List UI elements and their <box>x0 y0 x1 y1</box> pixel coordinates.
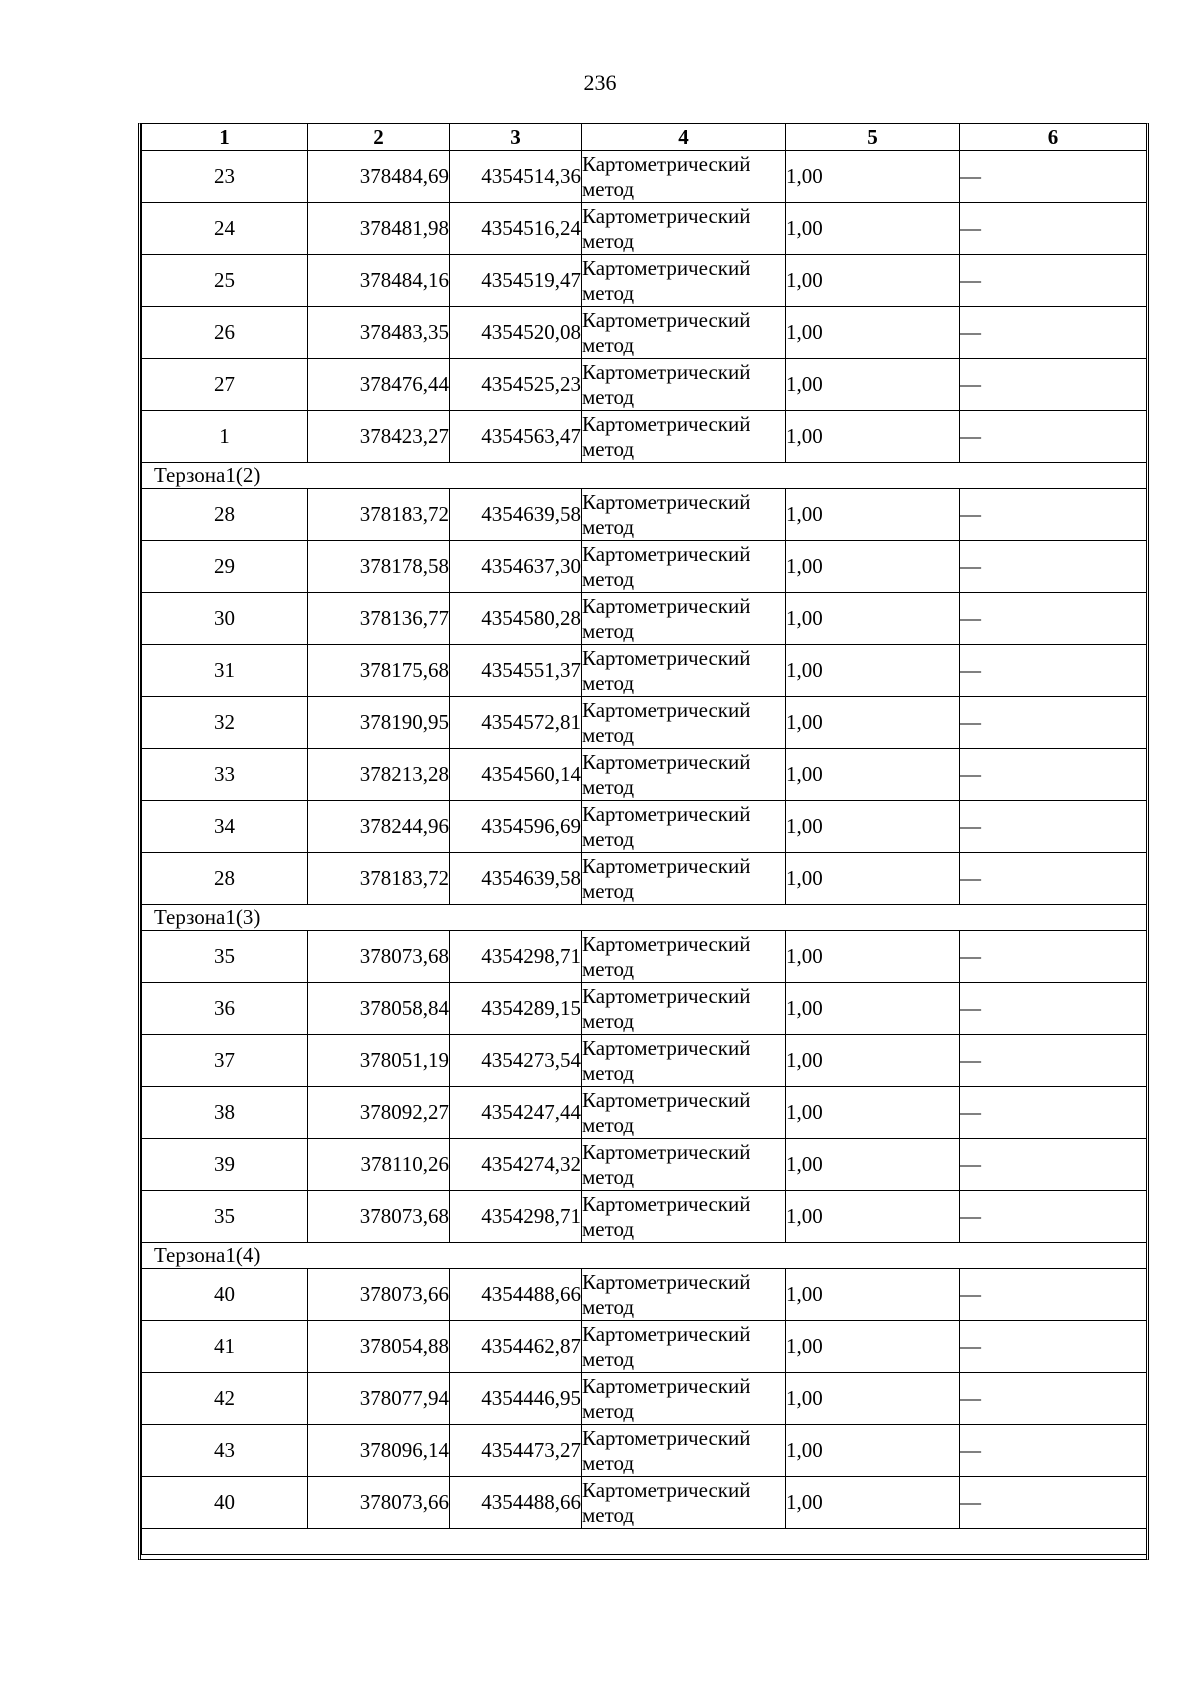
point-number-cell: 33 <box>142 749 308 801</box>
method-line-2: метод <box>582 1112 635 1137</box>
y-coordinate-cell: 4354563,47 <box>450 411 582 463</box>
x-coordinate-cell: 378190,95 <box>308 697 450 749</box>
table-row <box>142 1191 1147 1243</box>
accuracy-cell: 1,00 <box>786 255 960 307</box>
y-coordinate-cell: 4354580,28 <box>450 593 582 645</box>
zone-heading: Терзона1(2) <box>142 463 1147 489</box>
accuracy-cell: 1,00 <box>786 359 960 411</box>
method-line-2: метод <box>582 1398 635 1423</box>
x-coordinate-cell: 378484,69 <box>308 151 450 203</box>
column-header: 1 <box>142 124 308 151</box>
method-line-1: Картометрический <box>582 203 751 228</box>
y-coordinate-cell: 4354519,47 <box>450 255 582 307</box>
note-cell: — <box>960 1087 1147 1139</box>
y-coordinate-cell: 4354473,27 <box>450 1425 582 1477</box>
coordinates-table <box>141 123 1147 1555</box>
blank-cell <box>142 1529 1147 1555</box>
y-coordinate-cell: 4354446,95 <box>450 1373 582 1425</box>
method-line-1: Картометрический <box>582 489 751 514</box>
accuracy-cell: 1,00 <box>786 593 960 645</box>
method-cell <box>582 931 786 983</box>
y-coordinate-cell: 4354596,69 <box>450 801 582 853</box>
y-coordinate-cell: 4354462,87 <box>450 1321 582 1373</box>
method-line-2: метод <box>582 1294 635 1319</box>
y-coordinate-cell: 4354289,15 <box>450 983 582 1035</box>
method-line-2: метод <box>582 1164 635 1189</box>
method-cell <box>582 1373 786 1425</box>
point-number-cell: 35 <box>142 1191 308 1243</box>
method-cell <box>582 411 786 463</box>
blank-row <box>142 1529 1147 1555</box>
method-line-2: метод <box>582 332 635 357</box>
column-header: 5 <box>786 124 960 151</box>
method-cell <box>582 749 786 801</box>
table-row <box>142 697 1147 749</box>
x-coordinate-cell: 378073,66 <box>308 1477 450 1529</box>
method-cell <box>582 593 786 645</box>
accuracy-cell: 1,00 <box>786 489 960 541</box>
method-line-1: Картометрический <box>582 1373 751 1398</box>
method-cell <box>582 983 786 1035</box>
table-row <box>142 983 1147 1035</box>
column-header: 4 <box>582 124 786 151</box>
x-coordinate-cell: 378110,26 <box>308 1139 450 1191</box>
method-line-2: метод <box>582 280 635 305</box>
method-line-2: метод <box>582 618 635 643</box>
y-coordinate-cell: 4354298,71 <box>450 931 582 983</box>
note-cell: — <box>960 1477 1147 1529</box>
point-number-cell: 41 <box>142 1321 308 1373</box>
note-cell: — <box>960 203 1147 255</box>
accuracy-cell: 1,00 <box>786 1269 960 1321</box>
note-cell: — <box>960 489 1147 541</box>
zone-heading-row <box>142 1243 1147 1269</box>
x-coordinate-cell: 378051,19 <box>308 1035 450 1087</box>
y-coordinate-cell: 4354274,32 <box>450 1139 582 1191</box>
column-header: 2 <box>308 124 450 151</box>
method-cell <box>582 1321 786 1373</box>
method-cell <box>582 359 786 411</box>
accuracy-cell: 1,00 <box>786 1321 960 1373</box>
point-number-cell: 29 <box>142 541 308 593</box>
method-line-1: Картометрический <box>582 645 751 670</box>
method-cell <box>582 1191 786 1243</box>
point-number-cell: 25 <box>142 255 308 307</box>
method-line-1: Картометрический <box>582 697 751 722</box>
table-body <box>142 151 1147 1555</box>
y-coordinate-cell: 4354516,24 <box>450 203 582 255</box>
zone-heading: Терзона1(4) <box>142 1243 1147 1269</box>
x-coordinate-cell: 378244,96 <box>308 801 450 853</box>
point-number-cell: 37 <box>142 1035 308 1087</box>
table-row <box>142 1321 1147 1373</box>
point-number-cell: 27 <box>142 359 308 411</box>
method-line-2: метод <box>582 176 635 201</box>
accuracy-cell: 1,00 <box>786 1477 960 1529</box>
accuracy-cell: 1,00 <box>786 645 960 697</box>
y-coordinate-cell: 4354247,44 <box>450 1087 582 1139</box>
table-row <box>142 853 1147 905</box>
accuracy-cell: 1,00 <box>786 1139 960 1191</box>
note-cell: — <box>960 801 1147 853</box>
method-cell <box>582 255 786 307</box>
x-coordinate-cell: 378484,16 <box>308 255 450 307</box>
table-row <box>142 541 1147 593</box>
note-cell: — <box>960 931 1147 983</box>
point-number-cell: 42 <box>142 1373 308 1425</box>
method-line-1: Картометрический <box>582 593 751 618</box>
method-cell <box>582 1035 786 1087</box>
y-coordinate-cell: 4354639,58 <box>450 853 582 905</box>
method-line-1: Картометрический <box>582 1139 751 1164</box>
note-cell: — <box>960 1321 1147 1373</box>
y-coordinate-cell: 4354572,81 <box>450 697 582 749</box>
method-cell <box>582 541 786 593</box>
table-row <box>142 151 1147 203</box>
y-coordinate-cell: 4354273,54 <box>450 1035 582 1087</box>
note-cell: — <box>960 593 1147 645</box>
method-line-1: Картометрический <box>582 1087 751 1112</box>
method-cell <box>582 1425 786 1477</box>
accuracy-cell: 1,00 <box>786 151 960 203</box>
x-coordinate-cell: 378178,58 <box>308 541 450 593</box>
table-row <box>142 749 1147 801</box>
accuracy-cell: 1,00 <box>786 1035 960 1087</box>
method-cell <box>582 697 786 749</box>
method-line-1: Картометрический <box>582 1035 751 1060</box>
x-coordinate-cell: 378175,68 <box>308 645 450 697</box>
note-cell: — <box>960 749 1147 801</box>
table-row <box>142 411 1147 463</box>
method-line-1: Картометрический <box>582 411 751 436</box>
method-line-2: метод <box>582 384 635 409</box>
method-cell <box>582 151 786 203</box>
x-coordinate-cell: 378183,72 <box>308 489 450 541</box>
method-cell <box>582 1139 786 1191</box>
accuracy-cell: 1,00 <box>786 1373 960 1425</box>
method-cell <box>582 1477 786 1529</box>
point-number-cell: 28 <box>142 853 308 905</box>
method-line-1: Картометрический <box>582 853 751 878</box>
method-line-1: Картометрический <box>582 749 751 774</box>
method-line-2: метод <box>582 1060 635 1085</box>
y-coordinate-cell: 4354488,66 <box>450 1477 582 1529</box>
y-coordinate-cell: 4354639,58 <box>450 489 582 541</box>
note-cell: — <box>960 255 1147 307</box>
point-number-cell: 36 <box>142 983 308 1035</box>
x-coordinate-cell: 378213,28 <box>308 749 450 801</box>
x-coordinate-cell: 378073,66 <box>308 1269 450 1321</box>
x-coordinate-cell: 378481,98 <box>308 203 450 255</box>
column-header: 3 <box>450 124 582 151</box>
page-number: 236 <box>583 70 617 95</box>
method-line-2: метод <box>582 826 635 851</box>
method-line-2: метод <box>582 1346 635 1371</box>
note-cell: — <box>960 1425 1147 1477</box>
y-coordinate-cell: 4354637,30 <box>450 541 582 593</box>
point-number-cell: 38 <box>142 1087 308 1139</box>
note-cell: — <box>960 853 1147 905</box>
method-line-1: Картометрический <box>582 983 751 1008</box>
zone-heading: Терзона1(3) <box>142 905 1147 931</box>
point-number-cell: 24 <box>142 203 308 255</box>
method-cell <box>582 801 786 853</box>
y-coordinate-cell: 4354520,08 <box>450 307 582 359</box>
note-cell: — <box>960 1269 1147 1321</box>
x-coordinate-cell: 378096,14 <box>308 1425 450 1477</box>
x-coordinate-cell: 378077,94 <box>308 1373 450 1425</box>
method-line-2: метод <box>582 670 635 695</box>
table-row <box>142 307 1147 359</box>
accuracy-cell: 1,00 <box>786 697 960 749</box>
note-cell: — <box>960 1035 1147 1087</box>
table-row <box>142 931 1147 983</box>
table-row <box>142 489 1147 541</box>
table-row <box>142 359 1147 411</box>
x-coordinate-cell: 378058,84 <box>308 983 450 1035</box>
x-coordinate-cell: 378476,44 <box>308 359 450 411</box>
method-line-1: Картометрический <box>582 541 751 566</box>
zone-heading-row <box>142 905 1147 931</box>
point-number-cell: 39 <box>142 1139 308 1191</box>
accuracy-cell: 1,00 <box>786 801 960 853</box>
method-cell <box>582 1087 786 1139</box>
method-line-1: Картометрический <box>582 359 751 384</box>
y-coordinate-cell: 4354298,71 <box>450 1191 582 1243</box>
point-number-cell: 23 <box>142 151 308 203</box>
x-coordinate-cell: 378483,35 <box>308 307 450 359</box>
y-coordinate-cell: 4354488,66 <box>450 1269 582 1321</box>
note-cell: — <box>960 1191 1147 1243</box>
table-row <box>142 593 1147 645</box>
method-line-2: метод <box>582 1008 635 1033</box>
method-cell <box>582 203 786 255</box>
note-cell: — <box>960 307 1147 359</box>
method-line-1: Картометрический <box>582 1269 751 1294</box>
method-line-1: Картометрический <box>582 1425 751 1450</box>
x-coordinate-cell: 378183,72 <box>308 853 450 905</box>
accuracy-cell: 1,00 <box>786 411 960 463</box>
table-row <box>142 801 1147 853</box>
accuracy-cell: 1,00 <box>786 853 960 905</box>
method-line-1: Картометрический <box>582 1477 751 1502</box>
method-line-1: Картометрический <box>582 1191 751 1216</box>
column-header: 6 <box>960 124 1147 151</box>
method-line-2: метод <box>582 722 635 747</box>
method-line-2: метод <box>582 956 635 981</box>
method-cell <box>582 645 786 697</box>
method-line-2: метод <box>582 566 635 591</box>
note-cell: — <box>960 697 1147 749</box>
method-line-2: метод <box>582 878 635 903</box>
y-coordinate-cell: 4354514,36 <box>450 151 582 203</box>
method-cell <box>582 853 786 905</box>
method-cell <box>582 307 786 359</box>
method-line-2: метод <box>582 1502 635 1527</box>
accuracy-cell: 1,00 <box>786 1087 960 1139</box>
point-number-cell: 26 <box>142 307 308 359</box>
method-line-1: Картометрический <box>582 1321 751 1346</box>
accuracy-cell: 1,00 <box>786 749 960 801</box>
x-coordinate-cell: 378073,68 <box>308 1191 450 1243</box>
accuracy-cell: 1,00 <box>786 1425 960 1477</box>
accuracy-cell: 1,00 <box>786 203 960 255</box>
point-number-cell: 28 <box>142 489 308 541</box>
note-cell: — <box>960 411 1147 463</box>
note-cell: — <box>960 151 1147 203</box>
point-number-cell: 1 <box>142 411 308 463</box>
method-line-1: Картометрический <box>582 931 751 956</box>
method-line-1: Картометрический <box>582 255 751 280</box>
table-row <box>142 1477 1147 1529</box>
table-row <box>142 203 1147 255</box>
note-cell: — <box>960 645 1147 697</box>
x-coordinate-cell: 378423,27 <box>308 411 450 463</box>
point-number-cell: 43 <box>142 1425 308 1477</box>
y-coordinate-cell: 4354560,14 <box>450 749 582 801</box>
accuracy-cell: 1,00 <box>786 931 960 983</box>
x-coordinate-cell: 378092,27 <box>308 1087 450 1139</box>
method-cell <box>582 1269 786 1321</box>
table-row <box>142 1269 1147 1321</box>
note-cell: — <box>960 541 1147 593</box>
table-row <box>142 1373 1147 1425</box>
method-line-1: Картометрический <box>582 801 751 826</box>
note-cell: — <box>960 1139 1147 1191</box>
method-line-2: метод <box>582 1216 635 1241</box>
table-row <box>142 1139 1147 1191</box>
note-cell: — <box>960 1373 1147 1425</box>
method-line-1: Картометрический <box>582 307 751 332</box>
table-row <box>142 1425 1147 1477</box>
table-row <box>142 1035 1147 1087</box>
point-number-cell: 34 <box>142 801 308 853</box>
accuracy-cell: 1,00 <box>786 541 960 593</box>
x-coordinate-cell: 378136,77 <box>308 593 450 645</box>
method-line-2: метод <box>582 1450 635 1475</box>
point-number-cell: 31 <box>142 645 308 697</box>
y-coordinate-cell: 4354551,37 <box>450 645 582 697</box>
table-header-row <box>142 124 1147 151</box>
accuracy-cell: 1,00 <box>786 307 960 359</box>
note-cell: — <box>960 983 1147 1035</box>
zone-heading-row <box>142 463 1147 489</box>
x-coordinate-cell: 378073,68 <box>308 931 450 983</box>
method-line-2: метод <box>582 774 635 799</box>
point-number-cell: 30 <box>142 593 308 645</box>
x-coordinate-cell: 378054,88 <box>308 1321 450 1373</box>
method-line-1: Картометрический <box>582 151 751 176</box>
method-line-2: метод <box>582 514 635 539</box>
table-row <box>142 255 1147 307</box>
note-cell: — <box>960 359 1147 411</box>
point-number-cell: 40 <box>142 1477 308 1529</box>
point-number-cell: 40 <box>142 1269 308 1321</box>
method-line-2: метод <box>582 436 635 461</box>
point-number-cell: 32 <box>142 697 308 749</box>
method-line-2: метод <box>582 228 635 253</box>
table-row <box>142 645 1147 697</box>
method-cell <box>582 489 786 541</box>
point-number-cell: 35 <box>142 931 308 983</box>
y-coordinate-cell: 4354525,23 <box>450 359 582 411</box>
accuracy-cell: 1,00 <box>786 1191 960 1243</box>
accuracy-cell: 1,00 <box>786 983 960 1035</box>
table-row <box>142 1087 1147 1139</box>
